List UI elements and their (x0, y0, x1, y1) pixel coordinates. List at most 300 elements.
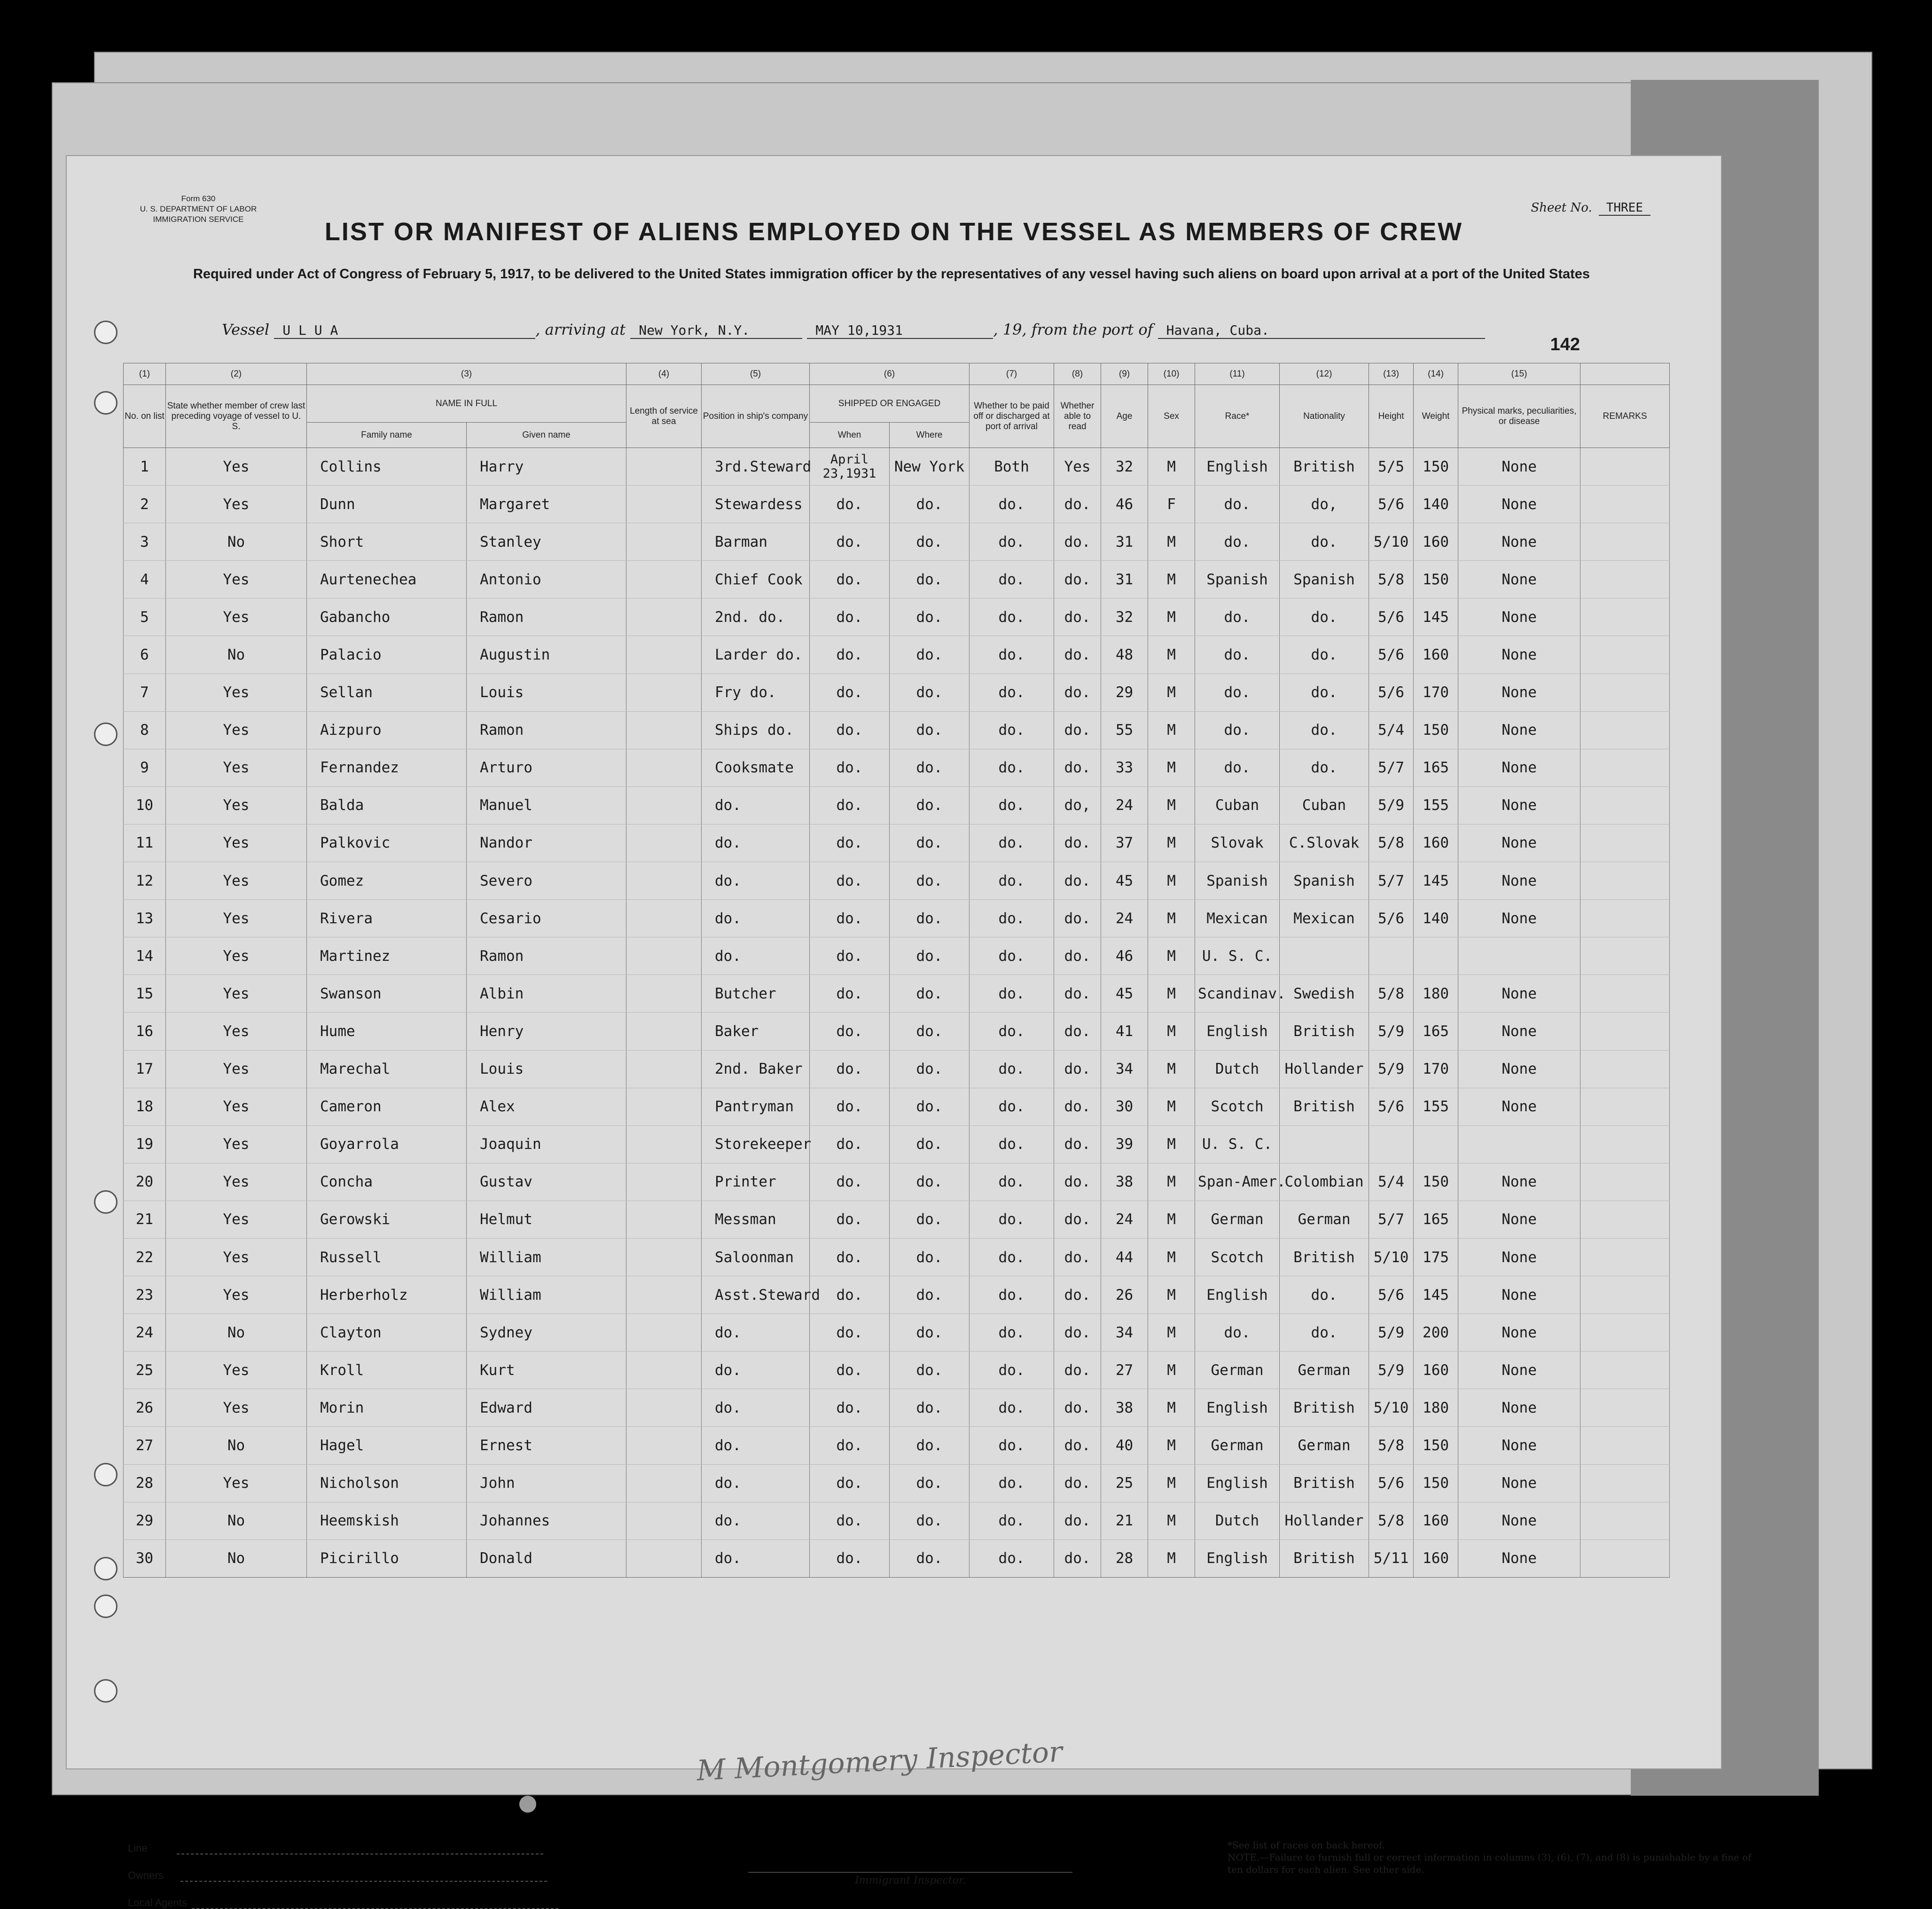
cell-previous-voyage: Yes (166, 1050, 307, 1088)
cell-race: U. S. C. (1195, 937, 1280, 975)
cell-race: German (1195, 1201, 1280, 1238)
cell-remarks (1580, 1050, 1670, 1088)
cell-paid-off: do. (970, 1351, 1054, 1389)
cell-row-number: 5 (124, 598, 166, 636)
cell-physical-marks (1458, 937, 1580, 975)
cell-nationality: do. (1280, 749, 1369, 786)
cell-weight: 160 (1414, 523, 1458, 561)
cell-nationality: Colombian (1280, 1163, 1369, 1201)
cell-shipped-where: do. (890, 636, 970, 674)
cell-position: do. (702, 937, 810, 975)
cell-length-of-service (626, 448, 702, 486)
cell-nationality: do. (1280, 1276, 1369, 1314)
table-row (124, 674, 1670, 711)
cell-shipped-where: do. (890, 862, 970, 900)
cell-race: Scotch (1195, 1238, 1280, 1276)
cell-row-number: 30 (124, 1540, 166, 1577)
cell-given-name: Harry (467, 448, 626, 486)
header-family: Family name (307, 423, 467, 448)
cell-shipped-where: do. (890, 711, 970, 749)
crew-table (123, 363, 1670, 1578)
cell-row-number: 8 (124, 711, 166, 749)
cell-physical-marks: None (1458, 523, 1580, 561)
cell-able-to-read: do. (1054, 1163, 1101, 1201)
cell-remarks (1580, 636, 1670, 674)
table-row (124, 1050, 1670, 1088)
cell-previous-voyage: Yes (166, 937, 307, 975)
cell-physical-marks: None (1458, 448, 1580, 486)
header-shipped: SHIPPED OR ENGAGED (810, 385, 970, 423)
cell-age: 24 (1101, 786, 1148, 824)
cell-position: Cooksmate (702, 749, 810, 786)
cell-shipped-where: do. (890, 1088, 970, 1125)
cell-position: Pantryman (702, 1088, 810, 1125)
cell-given-name: Nandor (467, 824, 626, 862)
cell-row-number: 19 (124, 1125, 166, 1163)
cell-family-name: Swanson (307, 975, 467, 1013)
cell-physical-marks: None (1458, 1013, 1580, 1050)
cell-able-to-read: do. (1054, 674, 1101, 711)
cell-given-name: John (467, 1464, 626, 1502)
cell-height: 5/6 (1369, 1464, 1414, 1502)
cell-previous-voyage: Yes (166, 1125, 307, 1163)
cell-previous-voyage: Yes (166, 1163, 307, 1201)
cell-previous-voyage: Yes (166, 975, 307, 1013)
cell-nationality: do, (1280, 486, 1369, 523)
cell-length-of-service (626, 1314, 702, 1351)
table-row (124, 1238, 1670, 1276)
cell-position: do. (702, 1502, 810, 1540)
cell-remarks (1580, 862, 1670, 900)
cell-shipped-where: do. (890, 523, 970, 561)
cell-shipped-where: do. (890, 598, 970, 636)
cell-family-name: Collins (307, 448, 467, 486)
cell-physical-marks: None (1458, 1163, 1580, 1201)
cell-length-of-service (626, 486, 702, 523)
cell-sex: M (1148, 1088, 1195, 1125)
department-name: U. S. DEPARTMENT OF LABOR (140, 204, 257, 213)
cell-given-name: Edward (467, 1389, 626, 1427)
cell-length-of-service (626, 937, 702, 975)
cell-given-name: Albin (467, 975, 626, 1013)
cell-nationality: do. (1280, 636, 1369, 674)
cell-age: 37 (1101, 824, 1148, 862)
cell-sex: M (1148, 523, 1195, 561)
cell-race: German (1195, 1427, 1280, 1464)
cell-family-name: Cameron (307, 1088, 467, 1125)
cell-shipped-where: do. (890, 1427, 970, 1464)
cell-able-to-read: do. (1054, 711, 1101, 749)
cell-sex: M (1148, 862, 1195, 900)
cell-age: 48 (1101, 636, 1148, 674)
cell-height: 5/6 (1369, 486, 1414, 523)
cell-paid-off: do. (970, 749, 1054, 786)
vessel-label: Vessel (222, 321, 270, 338)
cell-given-name: Alex (467, 1088, 626, 1125)
cell-paid-off: do. (970, 1314, 1054, 1351)
cell-height: 5/6 (1369, 674, 1414, 711)
cell-nationality (1280, 937, 1369, 975)
cell-paid-off: do. (970, 975, 1054, 1013)
cell-remarks (1580, 1351, 1670, 1389)
cell-given-name: Cesario (467, 900, 626, 937)
cell-length-of-service (626, 1351, 702, 1389)
cell-nationality: British (1280, 448, 1369, 486)
cell-shipped-when: do. (810, 1163, 890, 1201)
cell-height: 5/10 (1369, 1238, 1414, 1276)
cell-height (1369, 1125, 1414, 1163)
cell-age: 26 (1101, 1276, 1148, 1314)
cell-race: do. (1195, 1314, 1280, 1351)
cell-age: 40 (1101, 1427, 1148, 1464)
cell-family-name: Herberholz (307, 1276, 467, 1314)
cell-nationality: Swedish (1280, 975, 1369, 1013)
cell-given-name: Margaret (467, 486, 626, 523)
cell-length-of-service (626, 636, 702, 674)
table-row (124, 749, 1670, 786)
cell-shipped-when: do. (810, 1351, 890, 1389)
year-label: , 19 (993, 321, 1022, 338)
cell-race: Dutch (1195, 1502, 1280, 1540)
cell-position: Butcher (702, 975, 810, 1013)
cell-remarks (1580, 598, 1670, 636)
colnum-9: (9) (1101, 363, 1148, 385)
cell-given-name: Manuel (467, 786, 626, 824)
cell-physical-marks: None (1458, 1540, 1580, 1577)
cell-row-number: 23 (124, 1276, 166, 1314)
cell-physical-marks: None (1458, 1389, 1580, 1427)
table-row (124, 1125, 1670, 1163)
cell-age: 31 (1101, 523, 1148, 561)
cell-paid-off: do. (970, 636, 1054, 674)
colnum-3: (3) (307, 363, 626, 385)
page-title: LIST OR MANIFEST OF ALIENS EMPLOYED ON THE VESSEL AS MEMBERS OF CREW (324, 218, 1463, 246)
cell-row-number: 18 (124, 1088, 166, 1125)
cell-height: 5/9 (1369, 1314, 1414, 1351)
cell-length-of-service (626, 1088, 702, 1125)
cell-length-of-service (626, 1013, 702, 1050)
cell-remarks (1580, 711, 1670, 749)
form-number: Form 630 (181, 194, 216, 203)
note-penalty: NOTE.—Failure to furnish full or correct information in columns (3), (6), (7), and (8) is punishable by a fine of ten dollars for each alien. See other side. (1228, 1852, 1752, 1875)
cell-nationality: do. (1280, 523, 1369, 561)
cell-previous-voyage: Yes (166, 749, 307, 786)
cell-height: 5/8 (1369, 1502, 1414, 1540)
page-subtitle: Required under Act of Congress of February 5, 1917, to be delivered to the United States immigration officer by the representatives of any vessel having such aliens on board upon arrival at a port of the United States (193, 267, 1590, 282)
cell-shipped-when: do. (810, 1464, 890, 1502)
cell-shipped-where: do. (890, 824, 970, 862)
cell-shipped-when: do. (810, 598, 890, 636)
cell-able-to-read: do. (1054, 1540, 1101, 1577)
footer-notes (1228, 1839, 1763, 1876)
cell-able-to-read: do. (1054, 636, 1101, 674)
cell-length-of-service (626, 824, 702, 862)
cell-family-name: Gerowski (307, 1201, 467, 1238)
header-height: Height (1369, 385, 1414, 448)
cell-shipped-when: do. (810, 561, 890, 598)
cell-weight: 160 (1414, 1502, 1458, 1540)
cell-family-name: Palkovic (307, 824, 467, 862)
cell-paid-off: do. (970, 937, 1054, 975)
cell-race: do. (1195, 636, 1280, 674)
cell-shipped-where: do. (890, 937, 970, 975)
from-label: , from the port of (1022, 321, 1153, 338)
cell-remarks (1580, 824, 1670, 862)
cell-previous-voyage: Yes (166, 1276, 307, 1314)
cell-height: 5/11 (1369, 1540, 1414, 1577)
cell-shipped-when: do. (810, 1389, 890, 1427)
cell-previous-voyage: No (166, 523, 307, 561)
cell-physical-marks: None (1458, 674, 1580, 711)
cell-weight: 150 (1414, 448, 1458, 486)
note-races: *See list of races on back hereof. (1228, 1839, 1385, 1851)
cell-nationality: do. (1280, 1314, 1369, 1351)
cell-sex: M (1148, 937, 1195, 975)
cell-race: Slovak (1195, 824, 1280, 862)
cell-paid-off: do. (970, 598, 1054, 636)
cell-shipped-where: do. (890, 975, 970, 1013)
cell-position: 2nd. Baker (702, 1050, 810, 1088)
cell-row-number: 4 (124, 561, 166, 598)
cell-remarks (1580, 1502, 1670, 1540)
arriving-label: , arriving at (535, 321, 626, 338)
cell-nationality: Cuban (1280, 786, 1369, 824)
cell-able-to-read: do. (1054, 1351, 1101, 1389)
cell-weight: 165 (1414, 1013, 1458, 1050)
table-row (124, 1314, 1670, 1351)
cell-sex: M (1148, 749, 1195, 786)
cell-height: 5/5 (1369, 448, 1414, 486)
cell-position: do. (702, 1389, 810, 1427)
table-row (124, 1540, 1670, 1577)
cell-given-name: Augustin (467, 636, 626, 674)
cell-age: 21 (1101, 1502, 1148, 1540)
cell-race: do. (1195, 598, 1280, 636)
cell-sex: M (1148, 561, 1195, 598)
cell-race: Mexican (1195, 900, 1280, 937)
cell-previous-voyage: Yes (166, 598, 307, 636)
cell-paid-off: do. (970, 1125, 1054, 1163)
cell-row-number: 16 (124, 1013, 166, 1050)
cell-physical-marks: None (1458, 749, 1580, 786)
cell-previous-voyage: No (166, 636, 307, 674)
arrival-port: New York, N.Y. (630, 322, 802, 339)
cell-remarks (1580, 674, 1670, 711)
cell-row-number: 2 (124, 486, 166, 523)
cell-age: 41 (1101, 1013, 1148, 1050)
cell-able-to-read: do. (1054, 523, 1101, 561)
cell-previous-voyage: Yes (166, 786, 307, 824)
cell-sex: M (1148, 448, 1195, 486)
cell-remarks (1580, 1088, 1670, 1125)
cell-able-to-read: do. (1054, 824, 1101, 862)
sheet-label: Sheet No. (1531, 201, 1592, 215)
cell-remarks (1580, 786, 1670, 824)
cell-position: Asst.Steward (702, 1276, 810, 1314)
cell-able-to-read: do. (1054, 1389, 1101, 1427)
cell-given-name: Gustav (467, 1163, 626, 1201)
cell-sex: M (1148, 786, 1195, 824)
cell-age: 24 (1101, 900, 1148, 937)
cell-shipped-when: do. (810, 900, 890, 937)
cell-race: English (1195, 1276, 1280, 1314)
colnum-6: (6) (810, 363, 970, 385)
cell-given-name: William (467, 1238, 626, 1276)
colnum-7: (7) (970, 363, 1054, 385)
cell-remarks (1580, 1201, 1670, 1238)
cell-able-to-read: do. (1054, 975, 1101, 1013)
cell-weight: 155 (1414, 1088, 1458, 1125)
cell-race: German (1195, 1351, 1280, 1389)
cell-previous-voyage: Yes (166, 1238, 307, 1276)
table-row (124, 824, 1670, 862)
cell-shipped-when: do. (810, 1088, 890, 1125)
header-remarks: REMARKS (1580, 385, 1670, 448)
inspector-signature: M Montgomery Inspector (696, 1735, 1064, 1788)
cell-age: 28 (1101, 1540, 1148, 1577)
cell-nationality: British (1280, 1013, 1369, 1050)
cell-given-name: Severo (467, 862, 626, 900)
footer-fields (128, 1827, 558, 1909)
cell-position: Storekeeper (702, 1125, 810, 1163)
cell-remarks (1580, 749, 1670, 786)
cell-family-name: Marechal (307, 1050, 467, 1088)
cell-sex: M (1148, 1314, 1195, 1351)
cell-position: 2nd. do. (702, 598, 810, 636)
cell-position: do. (702, 1464, 810, 1502)
cell-position: Chief Cook (702, 561, 810, 598)
cell-age: 44 (1101, 1238, 1148, 1276)
table-row (124, 561, 1670, 598)
cell-shipped-when: April 23,1931 (810, 448, 890, 486)
agents-field (128, 1882, 558, 1909)
cell-height: 5/9 (1369, 1050, 1414, 1088)
cell-physical-marks: None (1458, 561, 1580, 598)
cell-height: 5/9 (1369, 786, 1414, 824)
table-row (124, 786, 1670, 824)
cell-family-name: Aizpuro (307, 711, 467, 749)
cell-race: do. (1195, 749, 1280, 786)
cell-shipped-where: do. (890, 1125, 970, 1163)
cell-nationality: British (1280, 1238, 1369, 1276)
page-indicator-dot (519, 1796, 536, 1813)
cell-race: Spanish (1195, 561, 1280, 598)
cell-remarks (1580, 975, 1670, 1013)
cell-position: do. (702, 1351, 810, 1389)
cell-family-name: Short (307, 523, 467, 561)
cell-position: Printer (702, 1163, 810, 1201)
cell-weight: 160 (1414, 824, 1458, 862)
cell-paid-off: do. (970, 862, 1054, 900)
cell-height: 5/9 (1369, 1013, 1414, 1050)
cell-remarks (1580, 1389, 1670, 1427)
table-row (124, 1351, 1670, 1389)
cell-length-of-service (626, 900, 702, 937)
cell-able-to-read: do. (1054, 1088, 1101, 1125)
cell-family-name: Kroll (307, 1351, 467, 1389)
cell-physical-marks: None (1458, 1088, 1580, 1125)
table-row (124, 448, 1670, 486)
header-no: No. on list (124, 385, 166, 448)
cell-nationality: Spanish (1280, 862, 1369, 900)
header-given: Given name (467, 423, 626, 448)
cell-physical-marks: None (1458, 1276, 1580, 1314)
cell-weight: 145 (1414, 598, 1458, 636)
cell-weight: 165 (1414, 749, 1458, 786)
cell-shipped-where: do. (890, 749, 970, 786)
cell-shipped-when: do. (810, 1276, 890, 1314)
cell-given-name: Antonio (467, 561, 626, 598)
cell-shipped-when: do. (810, 523, 890, 561)
cell-family-name: Russell (307, 1238, 467, 1276)
cell-row-number: 9 (124, 749, 166, 786)
cell-weight: 150 (1414, 561, 1458, 598)
cell-remarks (1580, 1540, 1670, 1577)
cell-able-to-read: do. (1054, 1427, 1101, 1464)
cell-length-of-service (626, 1464, 702, 1502)
header-paid: Whether to be paid off or discharged at port of arrival (970, 385, 1054, 448)
cell-weight: 145 (1414, 862, 1458, 900)
cell-sex: M (1148, 1276, 1195, 1314)
cell-nationality: Spanish (1280, 561, 1369, 598)
cell-shipped-when: do. (810, 1502, 890, 1540)
cell-row-number: 21 (124, 1201, 166, 1238)
cell-weight: 160 (1414, 1351, 1458, 1389)
cell-height: 5/6 (1369, 900, 1414, 937)
cell-paid-off: do. (970, 1013, 1054, 1050)
cell-sex: M (1148, 975, 1195, 1013)
cell-previous-voyage: No (166, 1540, 307, 1577)
cell-age: 29 (1101, 674, 1148, 711)
cell-family-name: Heemskish (307, 1502, 467, 1540)
cell-row-number: 25 (124, 1351, 166, 1389)
cell-shipped-when: do. (810, 749, 890, 786)
cell-shipped-when: do. (810, 711, 890, 749)
cell-paid-off: do. (970, 674, 1054, 711)
cell-weight: 150 (1414, 711, 1458, 749)
cell-length-of-service (626, 523, 702, 561)
line-field (128, 1827, 558, 1854)
cell-previous-voyage: Yes (166, 1389, 307, 1427)
cell-shipped-where: do. (890, 1351, 970, 1389)
cell-shipped-where: do. (890, 1276, 970, 1314)
cell-given-name: Johannes (467, 1502, 626, 1540)
cell-remarks (1580, 523, 1670, 561)
cell-weight: 150 (1414, 1163, 1458, 1201)
cell-height: 5/7 (1369, 1201, 1414, 1238)
cell-paid-off: do. (970, 1050, 1054, 1088)
cell-given-name: Louis (467, 674, 626, 711)
table-row (124, 1464, 1670, 1502)
cell-family-name: Gomez (307, 862, 467, 900)
cell-race: Spanish (1195, 862, 1280, 900)
cell-length-of-service (626, 1540, 702, 1577)
cell-shipped-when: do. (810, 937, 890, 975)
table-row (124, 1088, 1670, 1125)
cell-length-of-service (626, 1163, 702, 1201)
cell-age: 55 (1101, 711, 1148, 749)
cell-family-name: Sellan (307, 674, 467, 711)
cell-row-number: 20 (124, 1163, 166, 1201)
cell-sex: M (1148, 900, 1195, 937)
cell-nationality: British (1280, 1540, 1369, 1577)
cell-remarks (1580, 1125, 1670, 1163)
cell-height: 5/8 (1369, 561, 1414, 598)
cell-remarks (1580, 486, 1670, 523)
cell-position: Larder do. (702, 636, 810, 674)
cell-weight: 180 (1414, 975, 1458, 1013)
cell-length-of-service (626, 786, 702, 824)
